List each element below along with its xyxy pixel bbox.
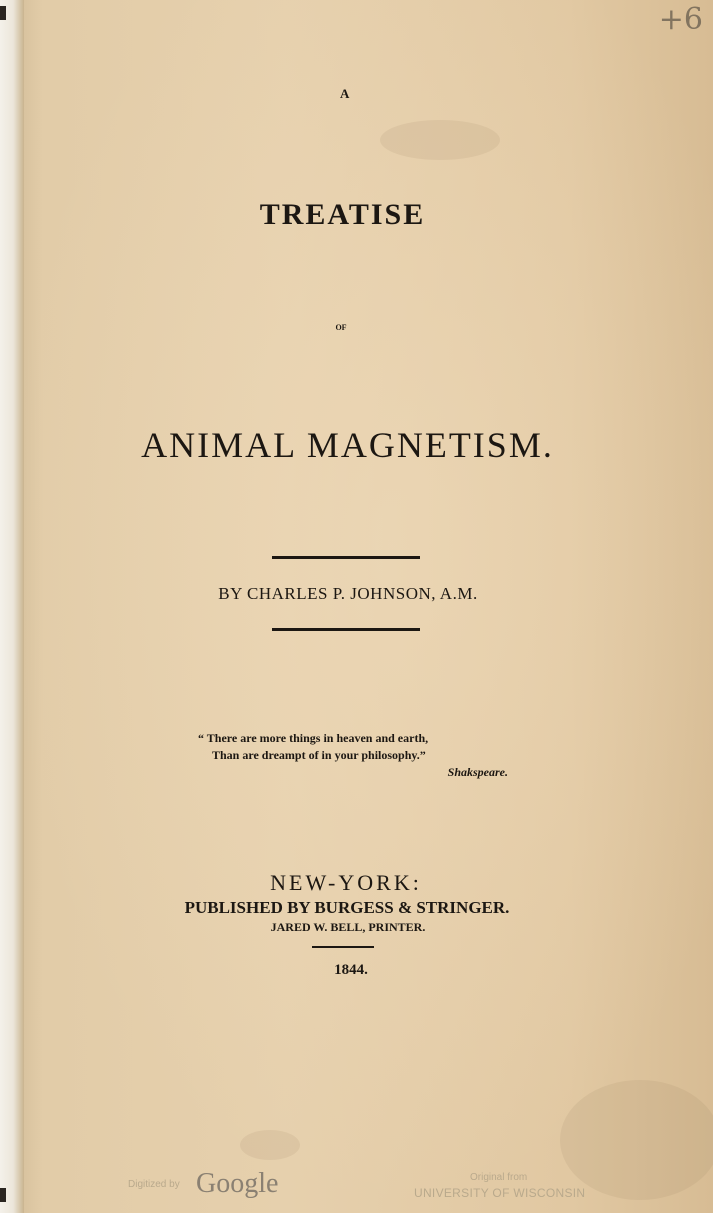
paper-stain (560, 1080, 713, 1200)
watermark-digitized-by: Digitized by (128, 1179, 180, 1190)
handwritten-corner-note: +6 (658, 2, 703, 37)
watermark-institution: UNIVERSITY OF WISCONSIN (414, 1186, 586, 1200)
watermark-original-from: Original from (470, 1172, 528, 1183)
epigraph-line-2: Than are dreampt of in your philosophy.” (212, 748, 426, 762)
paper-stain (240, 1130, 300, 1160)
imprint-publisher: PUBLISHED BY BURGESS & STRINGER. (184, 898, 510, 917)
spine-mark-bottom (0, 1188, 6, 1202)
epigraph-attribution: Shakspeare. (447, 765, 508, 779)
title-prefix: A (340, 86, 350, 101)
divider-rule-imprint (312, 946, 374, 948)
imprint-year: 1844. (334, 962, 368, 978)
title-line-2: ANIMAL MAGNETISM. (141, 425, 554, 465)
spine-mark-top (0, 6, 6, 20)
title-of: OF (335, 323, 347, 332)
epigraph-line-1: “ There are more things in heaven and earth, (198, 731, 429, 745)
imprint-place: NEW-YORK: (270, 870, 422, 895)
title-line-1: TREATISE (259, 198, 426, 231)
divider-rule-upper (272, 556, 420, 559)
epigraph (198, 730, 508, 781)
divider-rule-lower (272, 628, 420, 631)
paper-stain (380, 120, 500, 160)
book-spine-edge (0, 0, 24, 1213)
author-byline: BY CHARLES P. JOHNSON, A.M. (218, 584, 478, 603)
google-logo: Google (196, 1168, 279, 1199)
imprint-printer: JARED W. BELL, PRINTER. (270, 920, 426, 934)
